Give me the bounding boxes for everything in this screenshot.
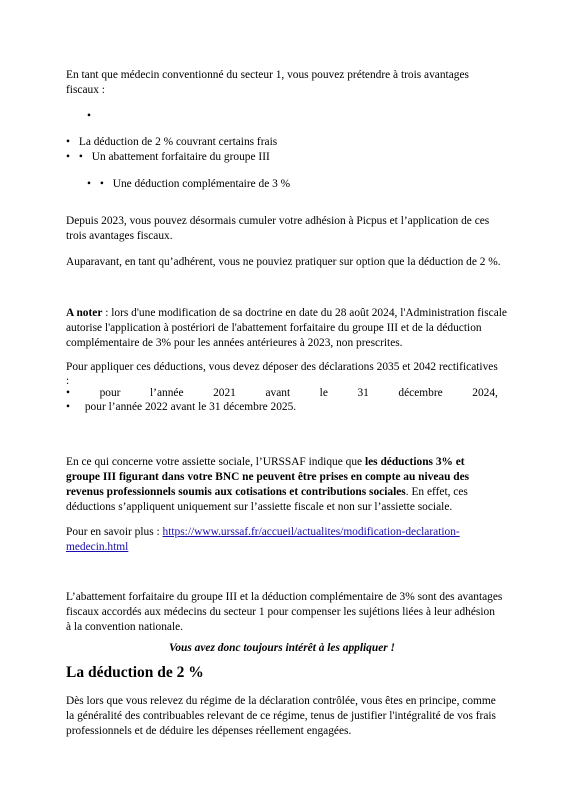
since-2023-line-1: Depuis 2023, vous pouvez désormais cumuler votre adhésion à Picpus et l’application de ces [66, 215, 490, 227]
bullet-text: Un abattement forfaitaire du groupe III [91, 151, 270, 163]
urssaf-text: En ce qui concerne votre assiette sociale, l’URSSAF indique que [66, 456, 365, 468]
urssaf-bold: les déductions 3% et [364, 456, 465, 468]
more-info-line-2 [66, 540, 498, 555]
urssaf-line-3 [66, 485, 498, 500]
bullet-text: Une déduction complémentaire de 3 % [112, 178, 291, 190]
empty-bullet [87, 109, 91, 124]
since-2023-line-2: trois avantages fiscaux. [66, 230, 173, 242]
word: 2024, [472, 387, 498, 399]
urssaf-line-1 [66, 455, 498, 470]
regime-line-3: professionnels et de déduire les dépenses réellement engagées. [66, 725, 352, 737]
more-info-label: Pour en savoir plus : [66, 526, 163, 538]
before-paragraph: Auparavant, en tant qu’adhérent, vous ne pouviez pratiquer sur option que la déduction de 2 %. [66, 256, 501, 268]
bullet-dot: • [66, 151, 70, 163]
word: le [319, 387, 328, 399]
note-line-3: complémentaire de 3% pour les années antérieures à 2023, non prescrites. [66, 337, 403, 349]
urssaf-line-4: déductions s’appliquent uniquement sur l’assiette fiscale et non sur l’assiette sociale. [66, 501, 453, 513]
word: 31 [357, 387, 369, 399]
bullet-item-deduction-3 [87, 177, 290, 192]
purpose-line-3: à la convention nationale. [66, 621, 184, 633]
word: avant [265, 387, 291, 399]
bullet-dot: • [99, 178, 104, 190]
bullet-dot: • [87, 110, 91, 122]
urssaf-link-continued[interactable]: medecin.html [66, 541, 129, 553]
regime-line-2: la généralité des contribuables relevant de ce régime, tenus de justifier l'intégralité de vos frais [66, 710, 496, 722]
bullet-dot: • [66, 136, 70, 148]
intro-line-2: fiscaux : [66, 84, 105, 96]
urssaf-bold: revenus professionnels soumis aux cotisations et contributions sociales [66, 486, 406, 498]
apply-item-2021 [66, 386, 498, 401]
word: pour [99, 387, 121, 399]
bullet-dot: • [87, 178, 91, 190]
bullet-dot: • [66, 401, 70, 413]
regime-line-1: Dès lors que vous relevez du régime de la déclaration contrôlée, vous êtes en principe, comme [66, 695, 496, 707]
bullet-dot: • [66, 387, 70, 399]
bullet-item-abattement [66, 150, 270, 165]
word: 2021 [213, 387, 236, 399]
note-text: : lors d'une modification de sa doctrine en date du 28 août 2024, l'Administration fiscale [102, 307, 507, 319]
emphasis-line: Vous avez donc toujours intérêt à les appliquer ! [169, 642, 395, 654]
urssaf-line-2: groupe III figurant dans votre BNC ne peuvent être prises en compte au niveau des [66, 471, 470, 483]
section-heading: La déduction de 2 % [66, 664, 204, 681]
bullet-text: La déduction de 2 % couvrant certains frais [78, 136, 278, 148]
purpose-line-1: L’abattement forfaitaire du groupe III et la déduction complémentaire de 3% sont des avantages [66, 591, 503, 603]
urssaf-text: . En effet, ces [405, 486, 468, 498]
note-label: A noter [66, 307, 103, 319]
urssaf-link[interactable]: https://www.urssaf.fr/accueil/actualites/modification-declaration- [162, 526, 460, 538]
apply-line-2: : [66, 375, 70, 387]
purpose-line-2: fiscaux accordés aux médecins du secteur 1 pour compenser les sujétions liées à leur adhésion [66, 606, 495, 618]
apply-item-2022-text: pour l’année 2022 avant le 31 décembre 2025. [84, 401, 297, 413]
apply-item-2022 [66, 400, 296, 415]
bullet-item-deduction-2 [66, 135, 277, 150]
more-info-line-1 [66, 525, 498, 540]
note-line-2: autorise l'application à postériori de l'abattement forfaitaire du groupe III et de la déduction [66, 322, 482, 334]
word: l’année [150, 387, 184, 399]
bullet-dot: • [78, 151, 83, 163]
note-line-1 [66, 306, 507, 321]
intro-line-1: En tant que médecin conventionné du secteur 1, vous pouvez prétendre à trois avantages [66, 69, 469, 81]
word: décembre [398, 387, 443, 399]
apply-line-1: Pour appliquer ces déductions, vous devez déposer des déclarations 2035 et 2042 rectificatives [66, 361, 498, 373]
